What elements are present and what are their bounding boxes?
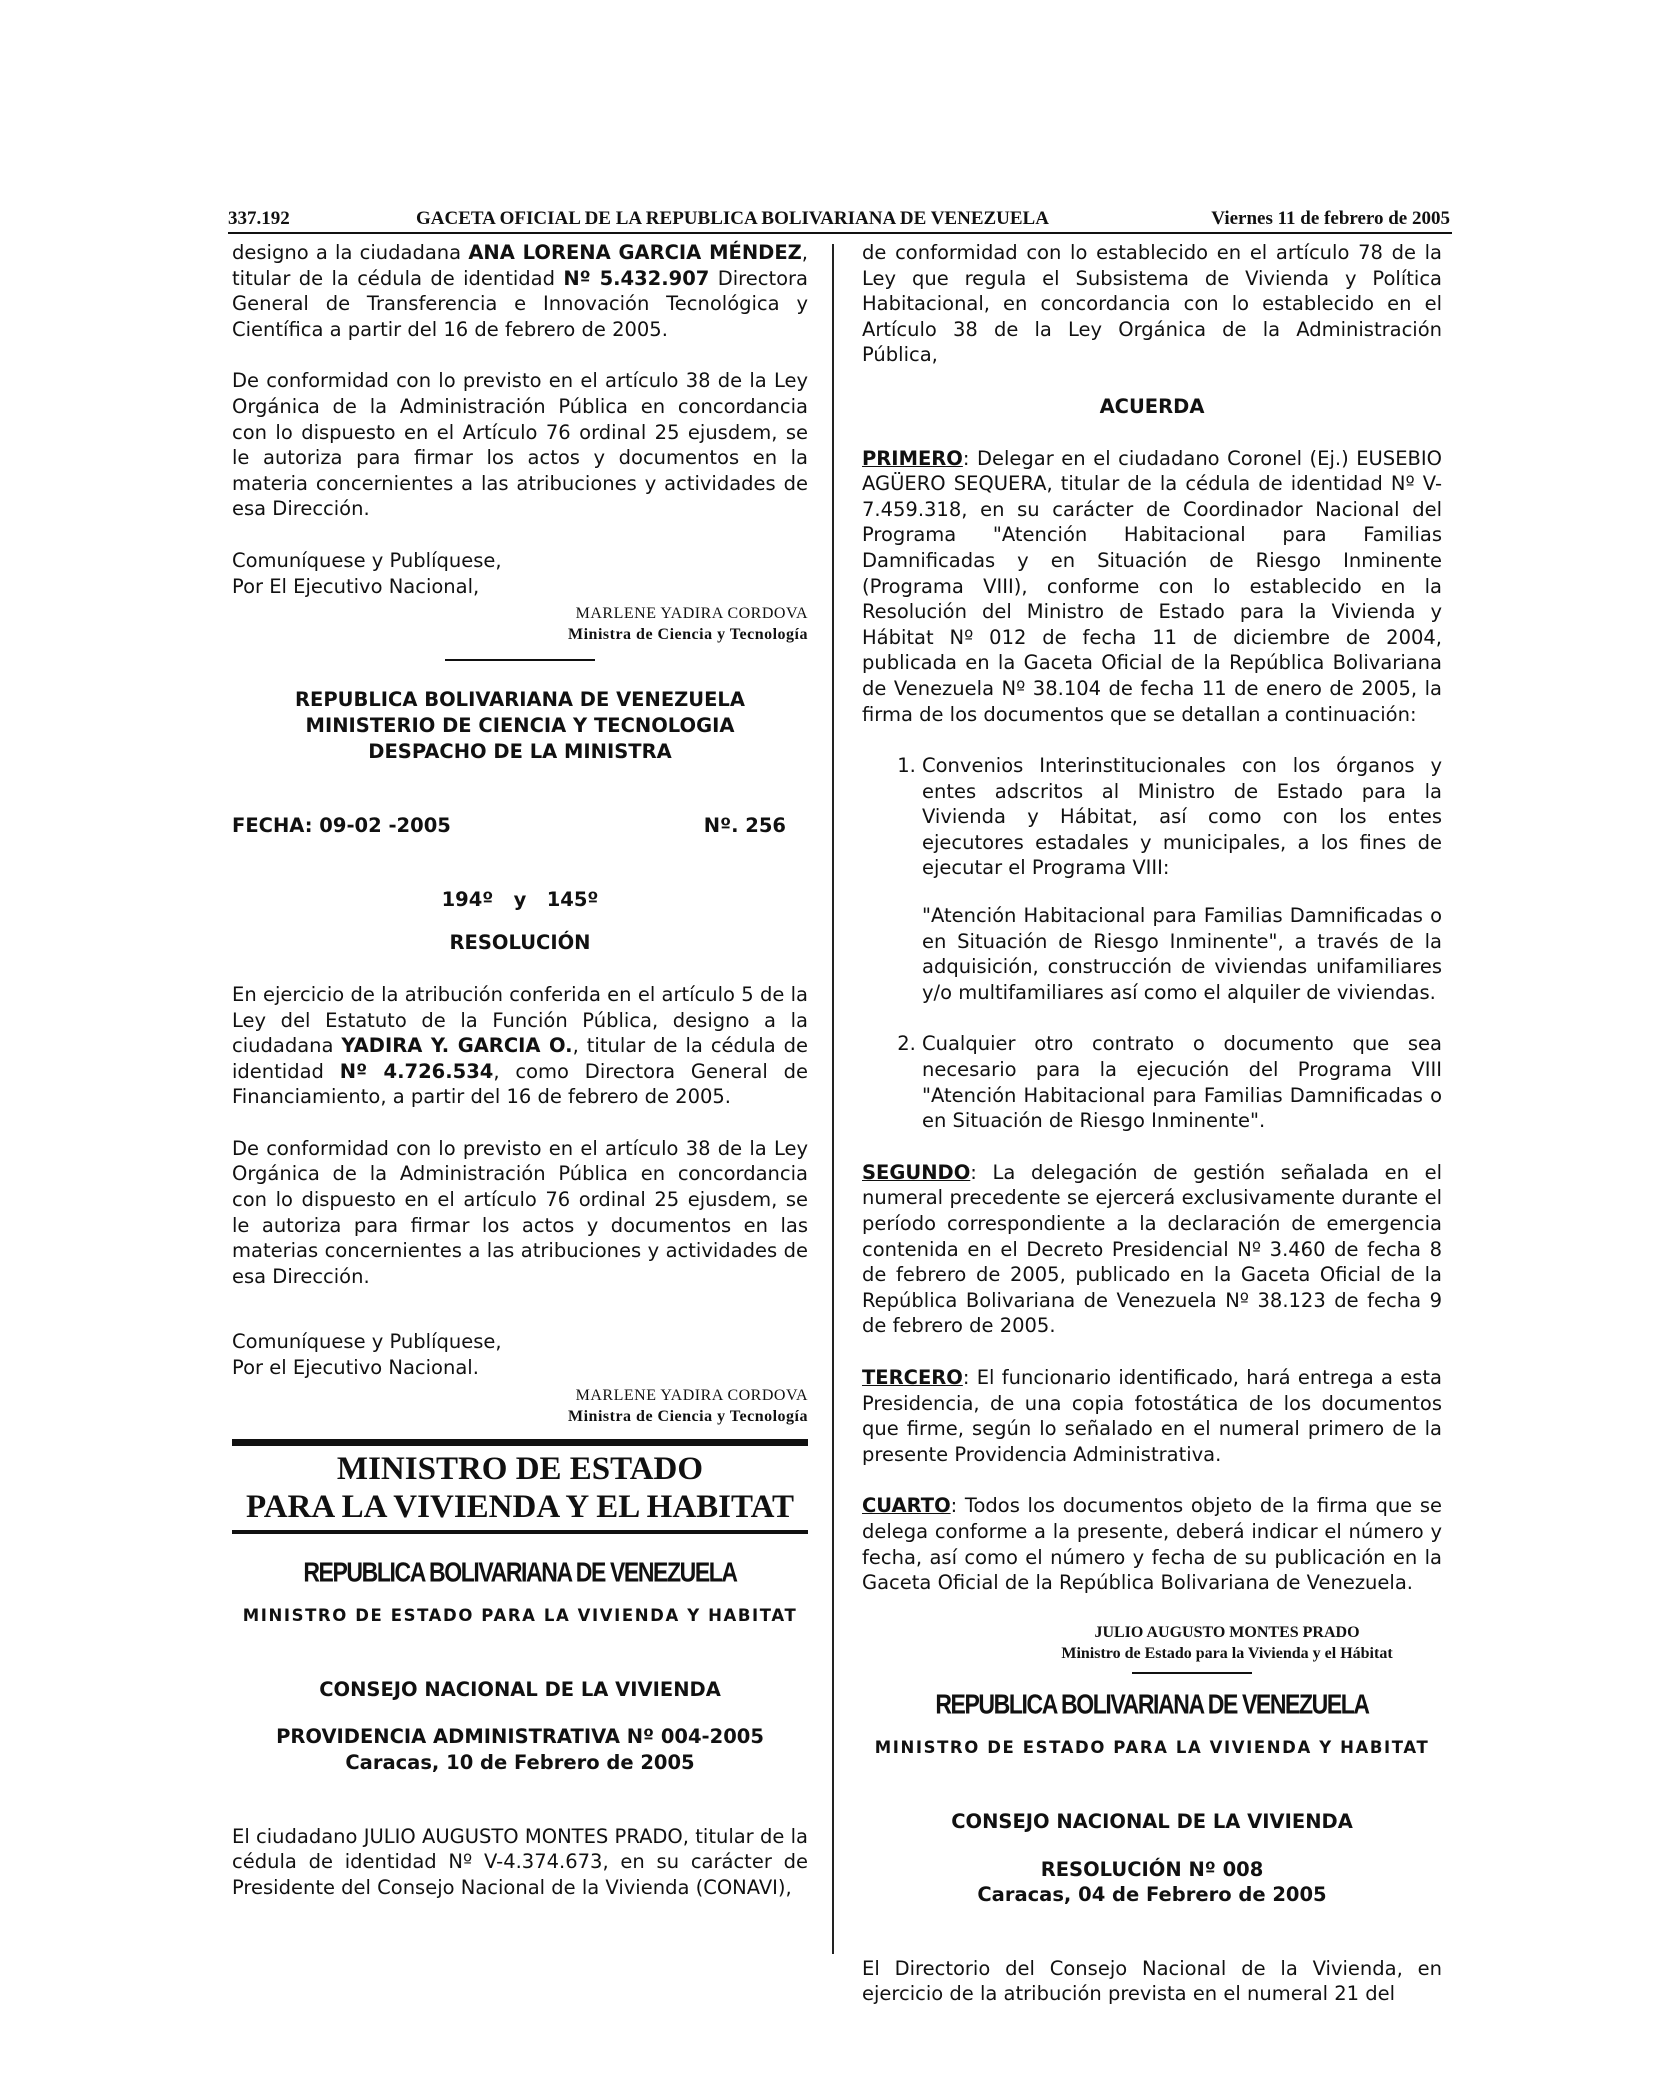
designation-paragraph-1: designo a la ciudadana ANA LORENA GARCIA MÉNDEZ, titular de la cédula de identidad Nº 5.432.907 Directora General de Transferencia e Innovación Tecnológica y Científica a partir del 16 de febrero de 2005. xyxy=(232,241,808,341)
republic-heading: REPUBLICA BOLIVARIANA DE VENEZUELA xyxy=(935,1687,1369,1720)
signature-2 xyxy=(232,1385,808,1427)
tercero-paragraph: TERCERO: El funcionario identificado, hará entrega a esta Presidencia, de una copia fotostática de los documentos que firme, según lo señalado en el numeral primero de la presente Providencia Administrativa. xyxy=(862,1365,1442,1466)
right-column xyxy=(862,240,1442,2033)
segundo-paragraph: SEGUNDO: La delegación de gestión señalada en el numeral precedente se ejercerá exclusivamente durante el período correspondiente a la declaración de emergencia contenida en el Decreto Presidencial Nº 3.460 de fecha 8 de febrero de 2005, publicado en la Gaceta Oficial de la República Bolivariana de Venezuela Nº 38.123 de fecha 9 de febrero de 2005. xyxy=(862,1160,1442,1338)
signer-name: JULIO AUGUSTO MONTES PRADO xyxy=(1094,1623,1360,1641)
signature-1 xyxy=(232,603,808,645)
left-column xyxy=(232,240,808,1926)
list-item: 1. Convenios Interinstitucionales con los órganos y entes adscritos al Ministro de Estado para la Vivienda y Hábitat, así como con los entes ejecutores estadales y municipales, a los fines de ejecutar el Programa VIII: xyxy=(922,753,1442,881)
authorization-paragraph-2: De conformidad con lo previsto en el artículo 38 de la Ley Orgánica de la Administración Pública en concordancia con lo dispuesto en el artículo 76 ordinal 25 ejusdem, se le autoriza para firmar los actos y documentos en las materias concernientes a las atribuciones y actividades de esa Dirección. xyxy=(232,1136,808,1288)
signer-role: Ministra de Ciencia y Tecnología xyxy=(568,1407,808,1425)
years: 194º y 145º xyxy=(441,887,599,911)
ministry-subheading: MINISTRO DE ESTADO PARA LA VIVIENDA Y HABITAT xyxy=(242,1606,798,1626)
column-divider xyxy=(832,244,834,1954)
ministry-banner: MINISTRO DE ESTADO PARA LA VIVIENDA Y EL HABITAT xyxy=(232,1439,808,1534)
authorization-paragraph-1: De conformidad con lo previsto en el artículo 38 de la Ley Orgánica de la Administración Pública en concordancia con lo dispuesto en el Artículo 76 ordinal 25 ejusdem, se le autoriza para firmar los actos y documentos en la materia concernientes a las atribuciones y actividades de esa Dirección. xyxy=(232,369,808,521)
legal-basis-paragraph: de conformidad con lo establecido en el artículo 78 de la Ley que regula el Subsistema de Vivienda y Política Habitacional, en concordancia con lo establecido en el Artículo 38 de la Ley Orgánica de la Administración Pública, xyxy=(862,241,1442,367)
section-rule xyxy=(1132,1672,1252,1674)
cuarto-paragraph: CUARTO: Todos los documentos objeto de la firma que se delega conforme a la presente, deberá indicar el número y fecha, así como el número y fecha de su publicación en la Gaceta Oficial de la República Bolivariana de Venezuela. xyxy=(862,1494,1442,1595)
signer-name: MARLENE YADIRA CORDOVA xyxy=(575,605,808,623)
header-rule xyxy=(228,232,1452,234)
publication-date: Viernes 11 de febrero de 2005 xyxy=(1211,208,1450,229)
list-item: 2. Cualquier otro contrato o documento que sea necesario para la ejecución del Programa VIII "Atención Habitacional para Familias Damnificadas o en Situación de Riesgo Inminente". xyxy=(922,1031,1442,1133)
designation-paragraph-2: En ejercicio de la atribución conferida en el artículo 5 de la Ley del Estatuto de la Función Pública, designo a la ciudadana YADIRA Y. GARCIA O., titular de la cédula de identidad Nº 4.726.534, como Directora General de Financiamiento, a partir del 16 de febrero de 2005. xyxy=(232,982,808,1109)
signer-role: Ministra de Ciencia y Tecnología xyxy=(568,626,808,644)
directorio-paragraph: El Directorio del Consejo Nacional de la Vivienda, en ejercicio de la atribución prevista en el numeral 21 del xyxy=(862,1956,1442,2006)
list-item-quote: "Atención Habitacional para Familias Damnificadas o en Situación de Riesgo Inminente", a través de la adquisición, construcción de viviendas unifamiliares y/o multifamiliares así como el alquiler de viviendas. xyxy=(922,904,1442,1004)
ministry-subheading: MINISTRO DE ESTADO PARA LA VIVIENDA Y HABITAT xyxy=(874,1738,1430,1758)
primero-paragraph: PRIMERO: Delegar en el ciudadano Coronel (Ej.) EUSEBIO AGÜERO SEQUERA, titular de la cédula de identidad Nº V-7.459.318, en su carácter de Coordinador Nacional del Programa "Atención Habitacional para Familias Damnificadas y en Situación de Riesgo Inminente (Programa VIII), conforme con lo establecido en la Resolución del Ministro de Estado para la Vivienda y Hábitat Nº 012 de fecha 11 de diciembre de 2004, publicada en la Gaceta Oficial de la República Bolivariana de Venezuela Nº 38.104 de fecha 11 de enero de 2005, la firma de los documentos que se detallan a continuación: xyxy=(862,446,1442,726)
documents-list-continued xyxy=(862,1031,1442,1133)
council-heading: CONSEJO NACIONAL DE LA VIVIENDA xyxy=(319,1677,721,1701)
institution-block-1: REPUBLICA BOLIVARIANA DE VENEZUELA MINISTERIO DE CIENCIA Y TECNOLOGIA DESPACHO DE LA MINISTRA xyxy=(295,688,745,764)
republic-heading: REPUBLICA BOLIVARIANA DE VENEZUELA xyxy=(303,1555,737,1588)
closing-1: Comuníquese y Publíquese, Por El Ejecutivo Nacional, xyxy=(232,548,502,598)
signer-role: Ministro de Estado para la Vivienda y el Hábitat xyxy=(1061,1644,1393,1662)
providencia-intro: El ciudadano JULIO AUGUSTO MONTES PRADO, titular de la cédula de identidad Nº V-4.374.673, en su carácter de Presidente del Consejo Nacional de la Vivienda (CONAVI), xyxy=(232,1824,808,1899)
providencia-title: PROVIDENCIA ADMINISTRATIVA Nº 004-2005 Caracas, 10 de Febrero de 2005 xyxy=(276,1725,764,1774)
section-rule xyxy=(445,659,595,661)
resolution-heading: RESOLUCIÓN Nº 008 Caracas, 04 de Febrero de 2005 xyxy=(977,1857,1327,1907)
resolution-title: RESOLUCIÓN xyxy=(449,931,591,955)
resolution-number: Nº. 256 xyxy=(703,814,786,838)
closing-2: Comuníquese y Publíquese, Por el Ejecutivo Nacional. xyxy=(232,1330,502,1380)
publication-title: GACETA OFICIAL DE LA REPUBLICA BOLIVARIANA DE VENEZUELA xyxy=(416,208,1049,229)
documents-list xyxy=(862,753,1442,881)
page-header xyxy=(228,202,1450,236)
page-number: 337.192 xyxy=(228,208,290,229)
council-heading: CONSEJO NACIONAL DE LA VIVIENDA xyxy=(951,1809,1353,1833)
fecha-row xyxy=(232,813,786,839)
fecha-value: FECHA: 09-02 -2005 xyxy=(232,814,451,838)
signature-3 xyxy=(1012,1622,1442,1664)
signer-name: MARLENE YADIRA CORDOVA xyxy=(575,1386,808,1404)
acuerda-heading: ACUERDA xyxy=(1099,394,1205,418)
